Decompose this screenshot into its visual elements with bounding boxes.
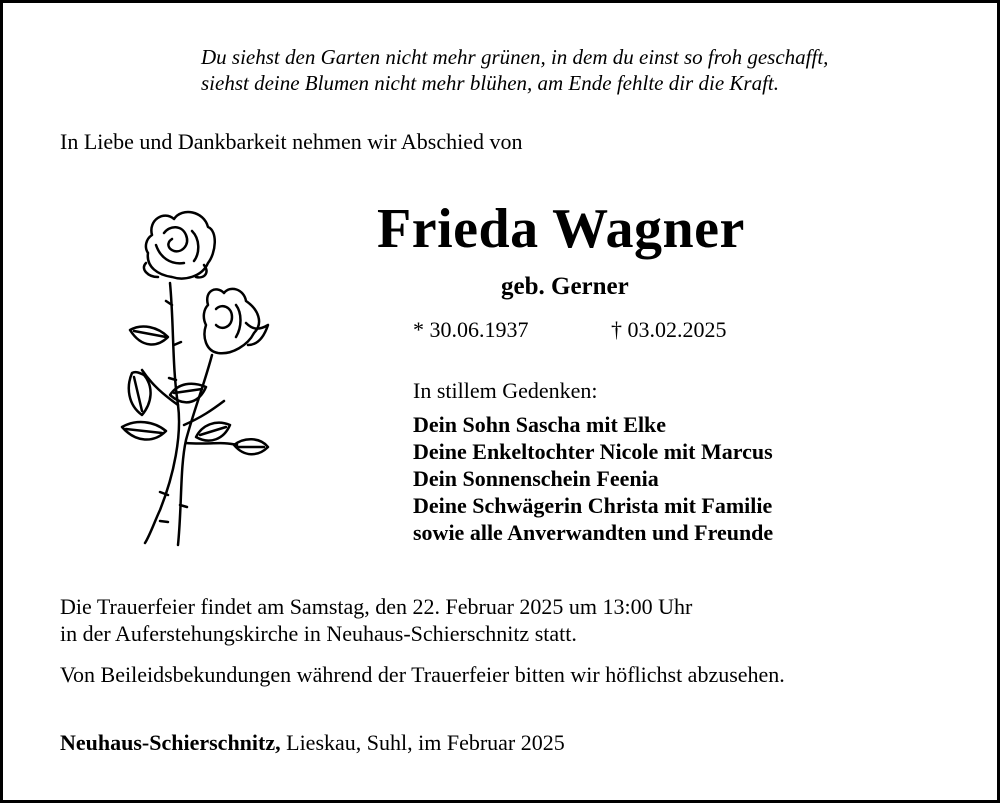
poem-line-1: Du siehst den Garten nicht mehr grünen, in dem du einst so froh geschafft, [201,45,829,69]
mourner-item: Dein Sohn Sascha mit Elke [413,412,667,437]
poem-line-2: siehst deine Blumen nicht mehr blühen, am Ende fehlte dir die Kraft. [201,71,779,95]
service-line-2: in der Auferstehungskirche in Neuhaus-Schierschnitz statt. [60,621,577,646]
place-and-date [60,729,565,757]
mourner-item: sowie alle Anverwandten und Freunde [413,520,774,545]
mourners-list [413,411,773,546]
death-date: † 03.02.2025 [611,317,727,342]
intro-text: In Liebe und Dankbarkeit nehmen wir Abschied von [60,129,523,154]
place-rest: Lieskau, Suhl, im Februar 2025 [280,730,565,755]
service-info [60,593,692,647]
mourner-item: Deine Enkeltochter Nicole mit Marcus [413,439,773,464]
poem [201,44,828,96]
mourner-item: Deine Schwägerin Christa mit Familie [413,493,773,518]
maiden-name: geb. Gerner [501,273,629,300]
service-line-1: Die Trauerfeier findet am Samstag, den 22. Februar 2025 um 13:00 Uhr [60,594,693,619]
rose-icon [112,205,277,550]
birth-date: * 30.06.1937 [413,317,529,342]
memory-title: In stillem Gedenken: [413,378,598,403]
mourner-item: Dein Sonnenschein Feenia [413,466,659,491]
deceased-name: Frieda Wagner [377,198,745,260]
place-main: Neuhaus-Schierschnitz, [60,730,281,755]
condolence-notice: Von Beileidsbekundungen während der Trauerfeier bitten wir höflichst abzusehen. [60,662,785,687]
